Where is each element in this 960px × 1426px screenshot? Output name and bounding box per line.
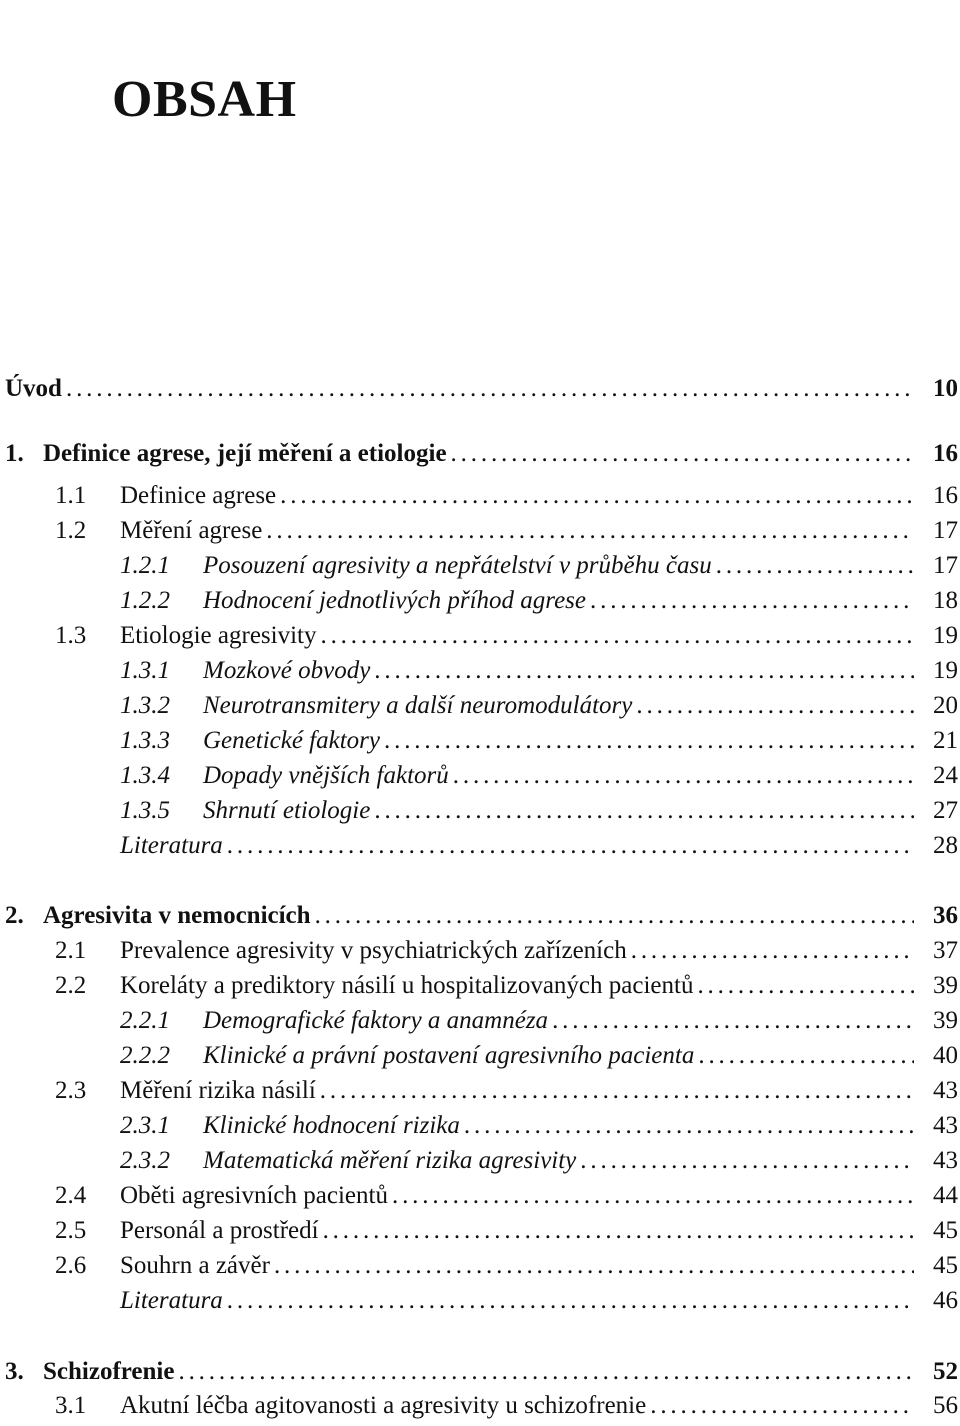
- toc-entry-label: Úvod: [5, 375, 62, 402]
- toc-entry-page: 39: [933, 972, 958, 999]
- toc-entry-page: 19: [933, 622, 958, 649]
- dot-leader: [716, 549, 914, 583]
- toc-entry-number: 2.2.1: [120, 1007, 170, 1034]
- toc-entry-number: 2.3.2: [120, 1147, 170, 1174]
- toc-entry-page: 16: [933, 482, 958, 509]
- toc-entry-label: Koreláty a prediktory násilí u hospitalizovaných pacientů: [120, 972, 694, 999]
- toc-entry-page: 28: [933, 832, 958, 859]
- toc-entry-1-2-2[interactable]: [0, 584, 958, 618]
- toc-entry-literatura-1[interactable]: [0, 829, 958, 863]
- toc-entry-number: 2.1: [55, 937, 87, 964]
- toc-entry-2-6[interactable]: [0, 1249, 958, 1283]
- toc-entry-1-3-4[interactable]: [0, 759, 958, 793]
- dot-leader: [650, 1389, 914, 1423]
- toc-entry-page: 40: [933, 1042, 958, 1069]
- toc-entry-1-3-3[interactable]: [0, 724, 958, 758]
- toc-entry-label: Měření agrese: [120, 517, 263, 544]
- toc-entry-page: 20: [933, 692, 958, 719]
- toc-entry-label: Literatura: [120, 1287, 223, 1314]
- toc-entry-number: 1.3.1: [120, 657, 170, 684]
- toc-entry-number: 1.2.2: [120, 587, 170, 614]
- toc-entry-3-1[interactable]: [0, 1389, 958, 1423]
- dot-leader: [552, 1004, 914, 1038]
- toc-entry-2-5[interactable]: [0, 1214, 958, 1248]
- toc-entry-number: 1.3.4: [120, 762, 170, 789]
- toc-entry-uvod[interactable]: [0, 372, 958, 406]
- toc-entry-label: Schizofrenie: [43, 1358, 175, 1385]
- toc-entry-1-1[interactable]: [0, 479, 958, 513]
- toc-entry-1-3-1[interactable]: [0, 654, 958, 688]
- toc-entry-label: Definice agrese, její měření a etiologie: [43, 440, 447, 467]
- toc-entry-1-2[interactable]: [0, 514, 958, 548]
- toc-entry-label: Měření rizika násilí: [120, 1077, 316, 1104]
- dot-leader: [227, 829, 914, 863]
- toc-entry-1-3[interactable]: [0, 619, 958, 653]
- dot-leader: [631, 934, 914, 968]
- toc-entry-number: 2.3: [55, 1077, 87, 1104]
- toc-entry-number: 1.2: [55, 517, 87, 544]
- toc-entry-page: 39: [933, 1007, 958, 1034]
- toc-entry-page: 46: [933, 1287, 958, 1314]
- page-title: OBSAH: [112, 71, 297, 128]
- toc-entry-label: Matematická měření rizika agresivity: [203, 1147, 577, 1174]
- toc-entry-number: 1.3.3: [120, 727, 170, 754]
- toc-entry-label: Mozkové obvody: [203, 657, 371, 684]
- dot-leader: [274, 1249, 914, 1283]
- dot-leader: [315, 899, 914, 933]
- dot-leader: [453, 759, 914, 793]
- toc-entry-label: Souhrn a závěr: [120, 1252, 270, 1279]
- toc-entry-number: 1.3.2: [120, 692, 170, 719]
- dot-leader: [590, 584, 914, 618]
- toc-entry-number: 1.: [5, 440, 24, 467]
- dot-leader: [66, 372, 914, 406]
- toc-entry-label: Genetické faktory: [203, 727, 380, 754]
- toc-entry-page: 17: [933, 517, 958, 544]
- toc-entry-label: Literatura: [120, 832, 223, 859]
- dot-leader: [323, 1214, 914, 1248]
- dot-leader: [374, 654, 914, 688]
- toc-entry-chapter-2[interactable]: [0, 899, 958, 933]
- toc-entry-page: 19: [933, 657, 958, 684]
- toc-entry-page: 43: [933, 1147, 958, 1174]
- toc-entry-page: 24: [933, 762, 958, 789]
- toc-entry-page: 37: [933, 937, 958, 964]
- toc-entry-number: 2.6: [55, 1252, 87, 1279]
- toc-entry-label: Posouzení agresivity a nepřátelství v průběhu času: [203, 552, 712, 579]
- toc-entry-page: 27: [933, 797, 958, 824]
- toc-entry-page: 21: [933, 727, 958, 754]
- dot-leader: [320, 619, 914, 653]
- dot-leader: [636, 689, 914, 723]
- toc-entry-number: 2.: [5, 902, 24, 929]
- toc-entry-number: 2.5: [55, 1217, 87, 1244]
- toc-entry-1-3-2[interactable]: [0, 689, 958, 723]
- dot-leader: [464, 1109, 914, 1143]
- toc-entry-2-1[interactable]: [0, 934, 958, 968]
- toc-entry-number: 3.1: [55, 1392, 87, 1419]
- toc-entry-page: 16: [933, 440, 958, 467]
- toc-entry-page: 44: [933, 1182, 958, 1209]
- toc-entry-page: 45: [933, 1252, 958, 1279]
- toc-entry-2-3-2[interactable]: [0, 1144, 958, 1178]
- toc-entry-2-4[interactable]: [0, 1179, 958, 1213]
- toc-entry-label: Akutní léčba agitovanosti a agresivity u schizofrenie: [120, 1392, 647, 1419]
- dot-leader: [392, 1179, 914, 1213]
- toc-entry-number: 2.4: [55, 1182, 87, 1209]
- toc-entry-label: Personál a prostředí: [120, 1217, 319, 1244]
- toc-entry-page: 18: [933, 587, 958, 614]
- toc-entry-page: 43: [933, 1112, 958, 1139]
- toc-entry-page: 52: [933, 1358, 958, 1385]
- toc-entry-page: 43: [933, 1077, 958, 1104]
- toc-entry-1-2-1[interactable]: [0, 549, 958, 583]
- dot-leader: [374, 794, 914, 828]
- dot-leader: [698, 1039, 914, 1073]
- toc-entry-page: 10: [933, 375, 958, 402]
- toc-entry-number: 1.2.1: [120, 552, 170, 579]
- toc-entry-label: Demografické faktory a anamnéza: [203, 1007, 549, 1034]
- dot-leader: [697, 969, 914, 1003]
- toc-entry-label: Prevalence agresivity v psychiatrických zařízeních: [120, 937, 627, 964]
- toc-entry-number: 2.3.1: [120, 1112, 170, 1139]
- toc-entry-chapter-3[interactable]: [0, 1355, 958, 1389]
- dot-leader: [320, 1074, 914, 1108]
- toc-entry-label: Shrnutí etiologie: [203, 797, 371, 824]
- toc-entry-2-2-2[interactable]: [0, 1039, 958, 1073]
- toc-entry-chapter-1[interactable]: [0, 437, 958, 471]
- toc-entry-label: Oběti agresivních pacientů: [120, 1182, 388, 1209]
- toc-entry-label: Etiologie agresivity: [120, 622, 317, 649]
- toc-entry-number: 1.1: [55, 482, 87, 509]
- toc-entry-label: Klinické a právní postavení agresivního pacienta: [203, 1042, 695, 1069]
- dot-leader: [227, 1284, 914, 1318]
- toc-entry-page: 45: [933, 1217, 958, 1244]
- toc-entry-2-2[interactable]: [0, 969, 958, 1003]
- dot-leader: [384, 724, 914, 758]
- toc-entry-number: 2.2.2: [120, 1042, 170, 1069]
- toc-entry-number: 2.2: [55, 972, 87, 999]
- dot-leader: [266, 514, 914, 548]
- toc-entry-page: 17: [933, 552, 958, 579]
- toc-entry-literatura-2[interactable]: [0, 1284, 958, 1318]
- toc-entry-2-2-1[interactable]: [0, 1004, 958, 1038]
- dot-leader: [178, 1355, 914, 1389]
- toc-entry-number: 1.3.5: [120, 797, 170, 824]
- toc-entry-1-3-5[interactable]: [0, 794, 958, 828]
- toc-entry-2-3-1[interactable]: [0, 1109, 958, 1143]
- toc-entry-label: Agresivita v nemocnicích: [43, 902, 311, 929]
- dot-leader: [580, 1144, 914, 1178]
- toc-entry-label: Neurotransmitery a další neuromodulátory: [203, 692, 633, 719]
- dot-leader: [451, 437, 914, 471]
- toc-entry-page: 56: [933, 1392, 958, 1419]
- toc-entry-number: 3.: [5, 1358, 24, 1385]
- toc-entry-label: Dopady vnějších faktorů: [203, 762, 449, 789]
- toc-entry-label: Definice agrese: [120, 482, 277, 509]
- toc-entry-page: 36: [933, 902, 958, 929]
- toc-entry-label: Klinické hodnocení rizika: [203, 1112, 460, 1139]
- toc-entry-label: Hodnocení jednotlivých příhod agrese: [203, 587, 587, 614]
- dot-leader: [280, 479, 914, 513]
- toc-entry-number: 1.3: [55, 622, 87, 649]
- toc-entry-2-3[interactable]: [0, 1074, 958, 1108]
